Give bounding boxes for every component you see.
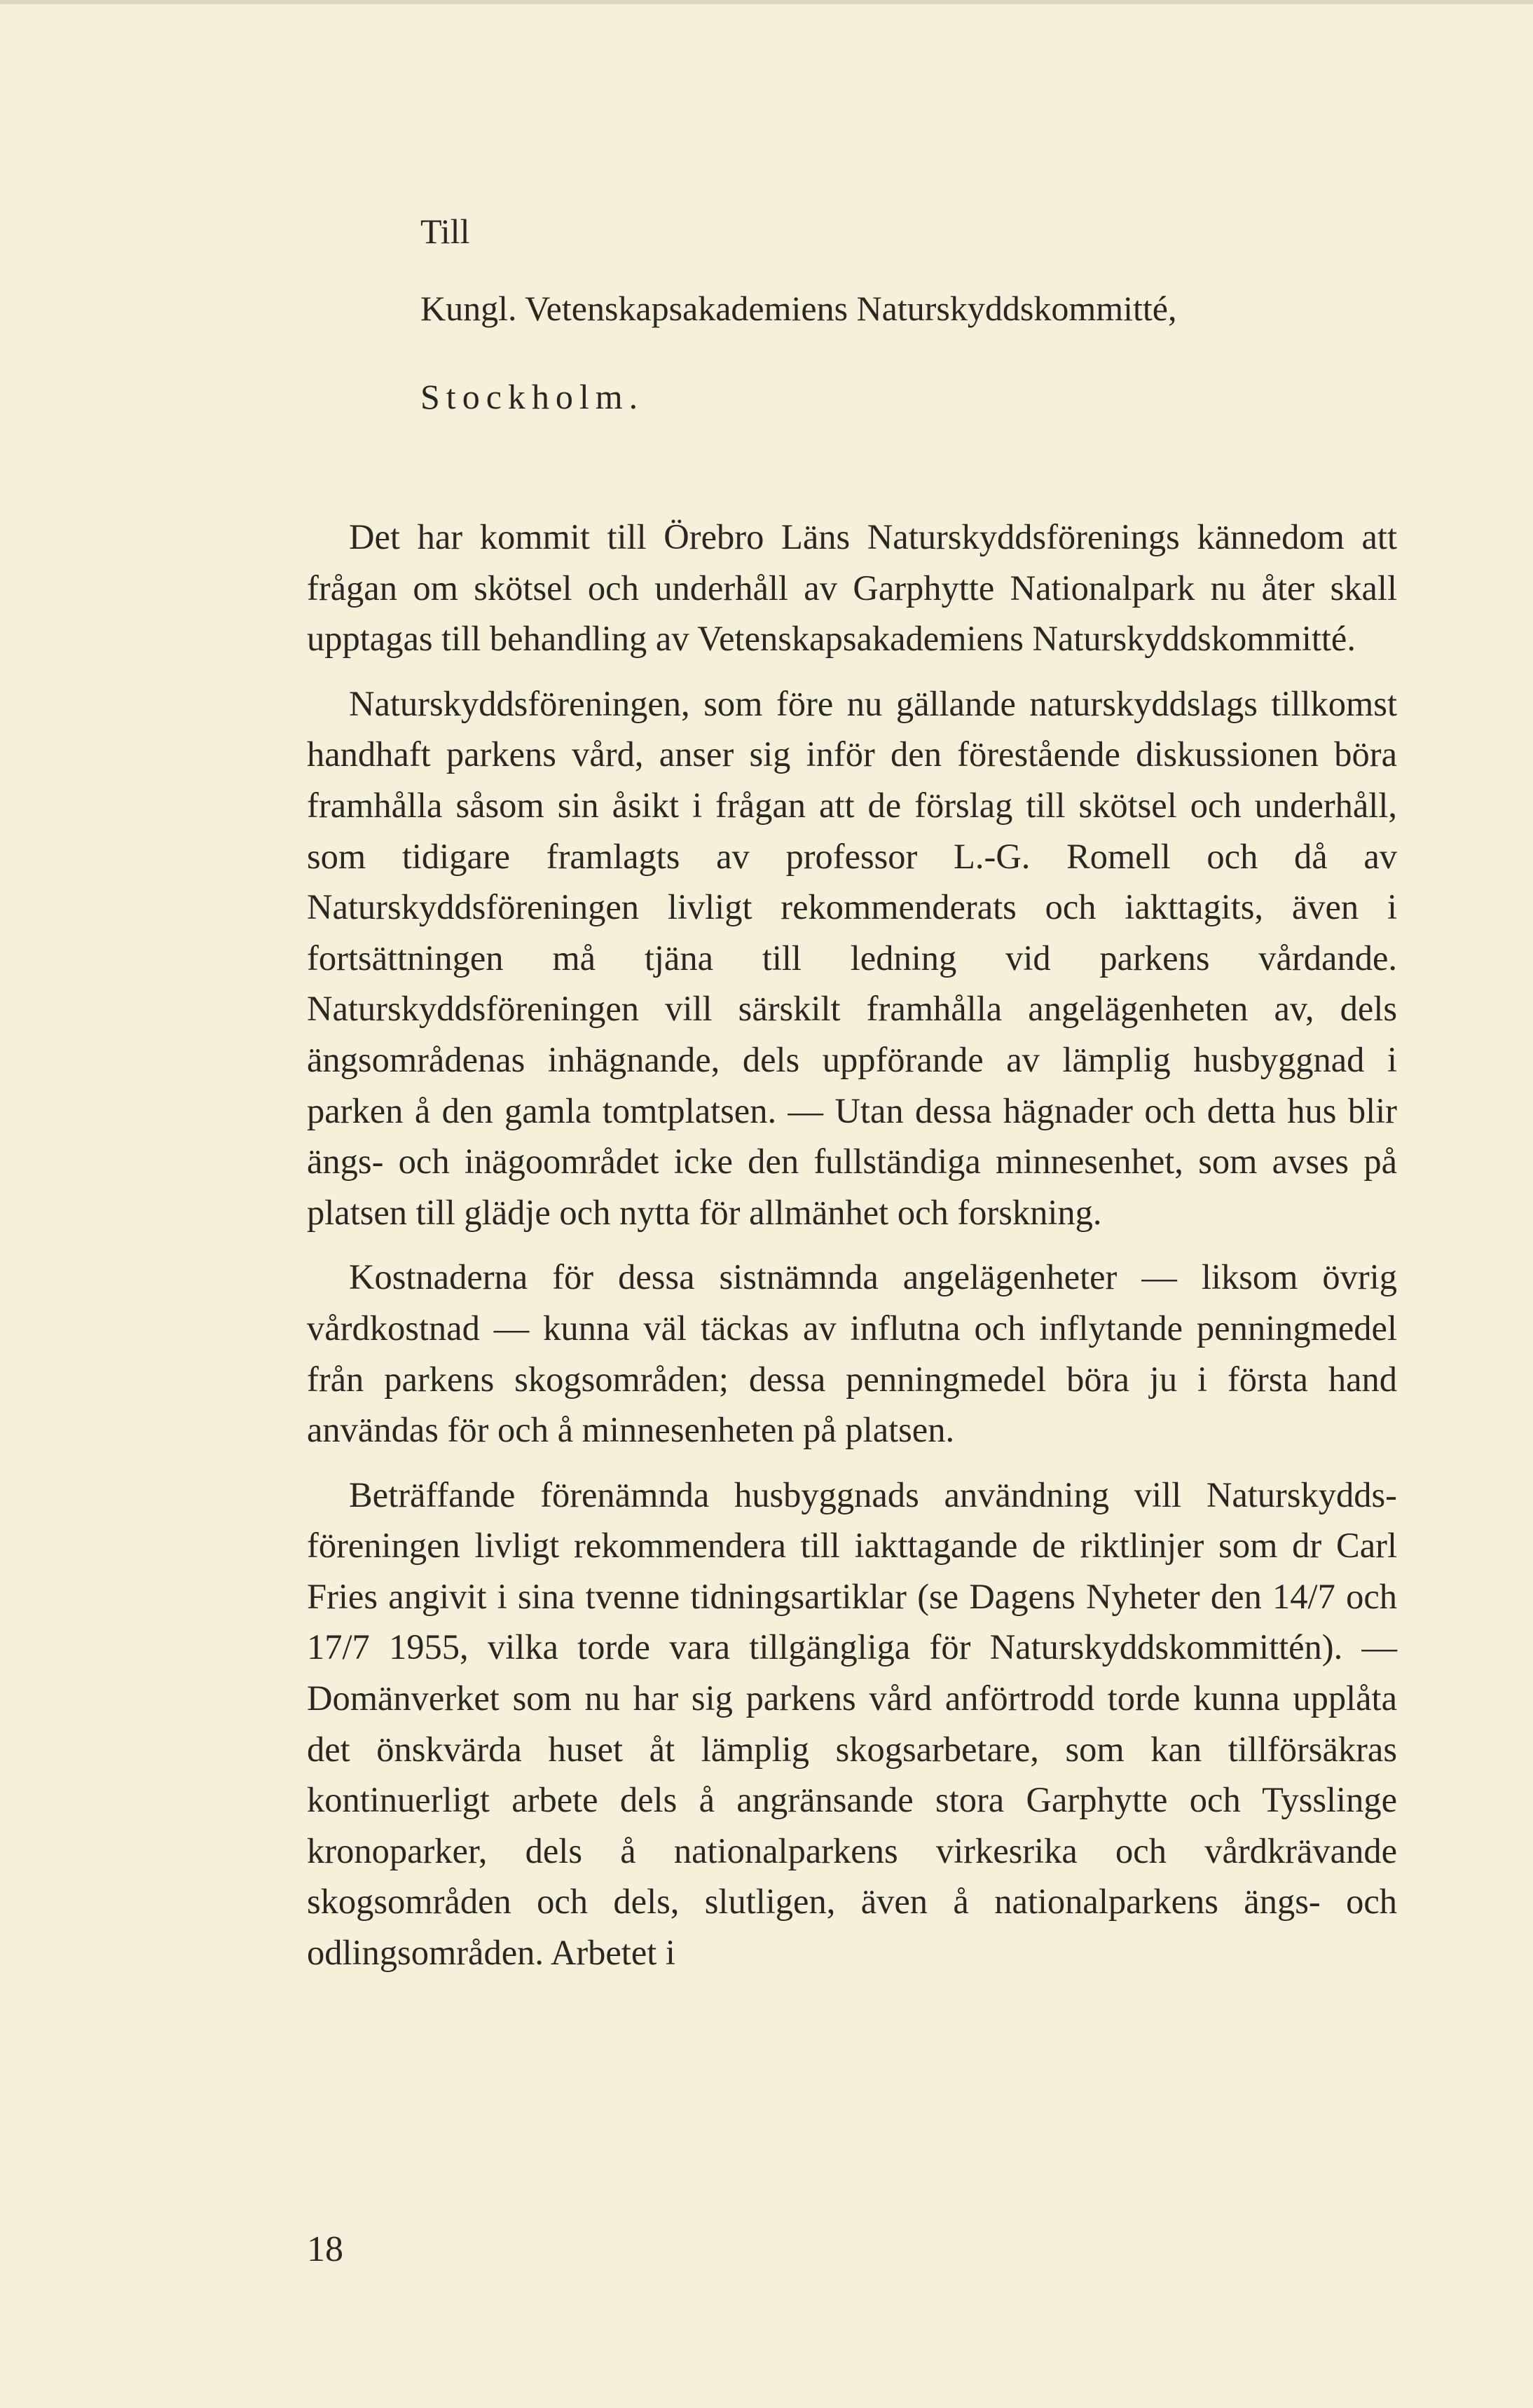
letter-body [307, 512, 1397, 1992]
page-top-edge [0, 0, 1533, 4]
salutation: Till [420, 212, 470, 251]
paragraph-3: Kostnaderna för dessa sistnämnda angelägenheter — liksom övrig vårdkostnad — kunna väl täckas av influtna och inflytande penningmedel från parkens skogsområden; dessa penningmedel böra ju i första hand användas för och å minnesenheten på platsen. [307, 1257, 1397, 1450]
paragraph-4: Beträffande förenämnda husbyggnads användning vill Naturskyddsföreningen livligt rekommendera till iakttagande de riktlinjer som dr Carl Fries angivit i sina tvenne tidningsartiklar (se Dagens Nyheter den 14/7 och 17/7 1955, vilka torde vara tillgängliga för Naturskyddskommittén). — Domänverket som nu har sig parkens vård anförtrodd torde kunna upplåta det önskvärda huset åt lämplig skogsarbetare, som kan tillförsäkras kontinuerligt arbete dels å angränsande stora Garphytte och Tysslinge kronoparker, dels å nationalparkens virkesrika och vårdkrävande skogsområden och dels, slutligen, även å nationalparkens ängs- och odlingsområden. Arbetet i [307, 1475, 1397, 1973]
paragraph-2: Naturskyddsföreningen, som före nu gällande naturskyddslags tillkomst handhaft parkens vård, anser sig inför den förestående diskussionen böra framhålla såsom sin åsikt i frågan att de förslag till skötsel och underhåll, som tidigare framlagts av professor L.-G. Romell och då av Naturskyddsföreningen livligt rekommenderats och iakttagits, även i fortsättningen må tjäna till ledning vid parkens vårdande. Naturskyddsföreningen vill särskilt framhålla angelägenheten av, dels ängsområdenas inhägnande, dels uppförande av lämplig husbyggnad i parken å den gamla tomtplatsen. — Utan dessa hägnader och detta hus blir ängs- och inägoområdet icke den fullständiga minnesenhet, som avses på platsen till glädje och nytta för allmänhet och forskning. [307, 683, 1397, 1232]
recipient-line: Kungl. Vetenskapsakademiens Naturskyddskommitté, [420, 289, 1177, 328]
city-line: Stockholm. [420, 377, 645, 416]
paragraph-1: Det har kommit till Örebro Läns Naturskyddsförenings kännedom att frågan om skötsel och underhåll av Garphytte Nationalpark nu åter skall upptagas till behandling av Vetenskapsakademiens Naturskyddskommitté. [307, 517, 1397, 659]
page-number: 18 [307, 2229, 343, 2269]
